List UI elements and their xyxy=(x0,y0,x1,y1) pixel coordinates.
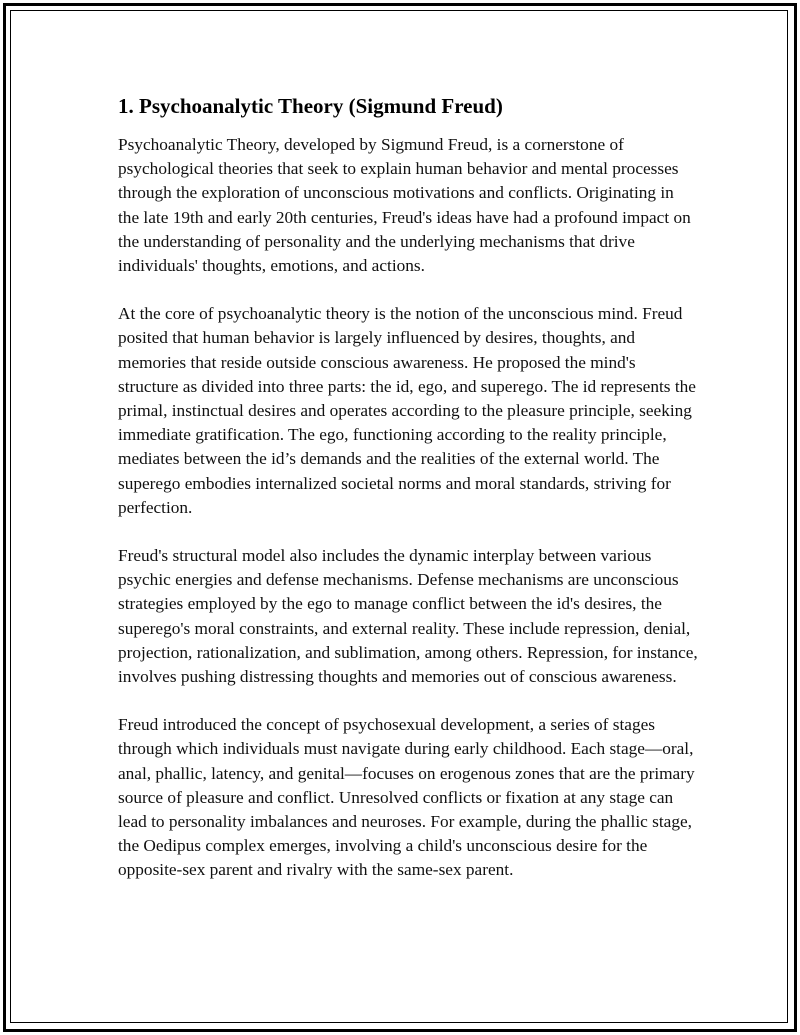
section-heading: 1. Psychoanalytic Theory (Sigmund Freud) xyxy=(118,94,503,118)
paragraph-intro: Psychoanalytic Theory, developed by Sigmund Freud, is a cornerstone of psychological theories that seek to explain human behavior and mental processes through the exploration of unconscious motivations and conflicts. Originating in the late 19th and early 20th centuries, Freud's ideas have had a profound impact on the understanding of personality and the underlying mechanisms that drive individuals' thoughts, emotions, and actions. xyxy=(118,135,691,276)
document-body xyxy=(118,93,698,907)
paragraph-unconscious-mind: At the core of psychoanalytic theory is the notion of the unconscious mind. Freud posited that human behavior is largely influenced by desires, thoughts, and memories that reside outside conscious awareness. He proposed the mind's structure as divided into three parts: the id, ego, and superego. The id represents the primal, instinctual desires and operates according to the pleasure principle, seeking immediate gratification. The ego, functioning according to the reality principle, mediates between the id’s demands and the realities of the external world. The superego embodies internalized societal norms and moral standards, striving for perfection. xyxy=(118,304,696,517)
paragraph-defense-mechanisms: Freud's structural model also includes the dynamic interplay between various psychic energies and defense mechanisms. Defense mechanisms are unconscious strategies employed by the ego to manage conflict between the id's desires, the superego's moral constraints, and external reality. These include repression, denial, projection, rationalization, and sublimation, among others. Repression, for instance, involves pushing distressing thoughts and memories out of conscious awareness. xyxy=(118,546,698,687)
paragraph-psychosexual-development: Freud introduced the concept of psychosexual development, a series of stages through which individuals must navigate during early childhood. Each stage—oral, anal, phallic, latency, and genital—focuses on erogenous zones that are the primary source of pleasure and conflict. Unresolved conflicts or fixation at any stage can lead to personality imbalances and neuroses. For example, during the phallic stage, the Oedipus complex emerges, involving a child's unconscious desire for the opposite-sex parent and rivalry with the same-sex parent. xyxy=(118,715,695,880)
